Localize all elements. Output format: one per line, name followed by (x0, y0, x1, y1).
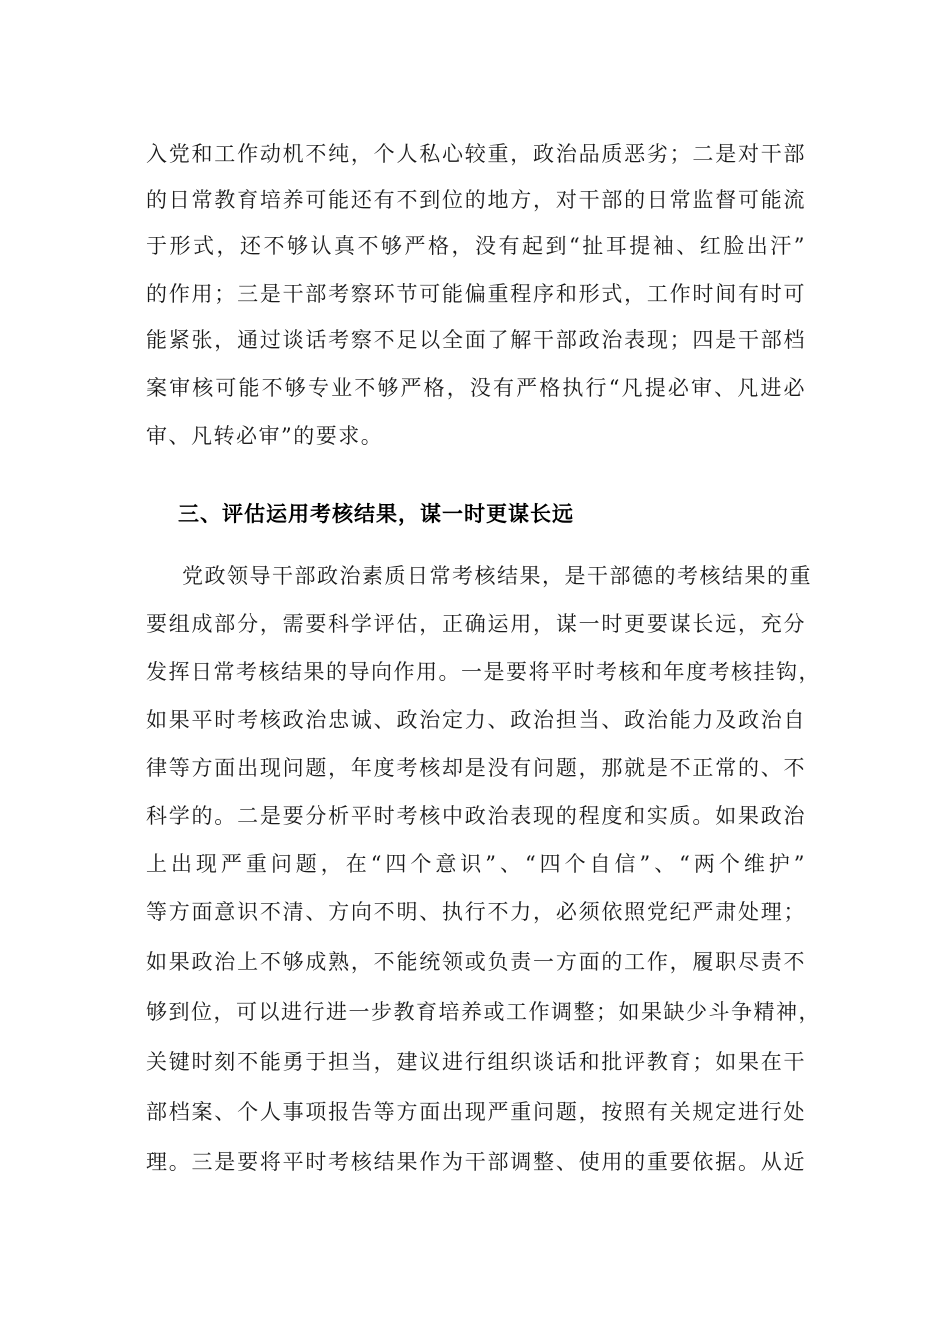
paragraph-2-line-4: 如果平时考核政治忠诚、政治定力、政治担当、政治能力及政治自 (146, 708, 806, 732)
paragraph-2-line-10: 够到位，可以进行进一步教育培养或工作调整；如果缺少斗争精神， (146, 1000, 821, 1024)
paragraph-1-line-5: 能紧张，通过谈话考察不足以全面了解干部政治表现；四是干部档 (146, 328, 806, 352)
paragraph-1-line-6: 案审核可能不够专业不够严格，没有严格执行“凡提必审、凡进必 (146, 376, 806, 400)
section-heading: 三、评估运用考核结果，谋一时更谋长远 (178, 502, 574, 526)
paragraph-2-line-5: 律等方面出现问题，年度考核却是没有问题，那就是不正常的、不 (146, 756, 806, 780)
paragraph-2-line-13: 理。三是要将平时考核结果作为干部调整、使用的重要依据。从近 (146, 1150, 806, 1174)
paragraph-2-line-2: 要组成部分，需要科学评估，正确运用，谋一时更要谋长远，充分 (146, 612, 806, 636)
paragraph-1-line-2: 的日常教育培养可能还有不到位的地方，对干部的日常监督可能流 (146, 188, 806, 212)
paragraph-1-line-1: 入党和工作动机不纯，个人私心较重，政治品质恶劣；二是对干部 (146, 142, 806, 166)
paragraph-2-line-7: 上出现严重问题，在“四个意识”、“四个自信”、“两个维护” (146, 852, 806, 876)
paragraph-2-line-12: 部档案、个人事项报告等方面出现严重问题，按照有关规定进行处 (146, 1100, 806, 1124)
paragraph-1-line-7: 审、凡转必审”的要求。 (146, 424, 384, 448)
paragraph-2-line-3: 发挥日常考核结果的导向作用。一是要将平时考核和年度考核挂钩， (146, 660, 821, 684)
paragraph-2-line-6: 科学的。二是要分析平时考核中政治表现的程度和实质。如果政治 (146, 804, 806, 828)
paragraph-1-line-3: 于形式，还不够认真不够严格，没有起到“扯耳提袖、红脸出汗” (146, 234, 806, 258)
paragraph-2-line-11: 关键时刻不能勇于担当，建议进行组织谈话和批评教育；如果在干 (146, 1050, 806, 1074)
paragraph-2-line-9: 如果政治上不够成熟，不能统领或负责一方面的工作，履职尽责不 (146, 950, 806, 974)
paragraph-2-line-1: 党政领导干部政治素质日常考核结果，是干部德的考核结果的重 (182, 564, 812, 588)
paragraph-2-line-8: 等方面意识不清、方向不明、执行不力，必须依照党纪严肃处理； (146, 900, 806, 924)
paragraph-1-line-4: 的作用；三是干部考察环节可能偏重程序和形式，工作时间有时可 (146, 282, 806, 306)
